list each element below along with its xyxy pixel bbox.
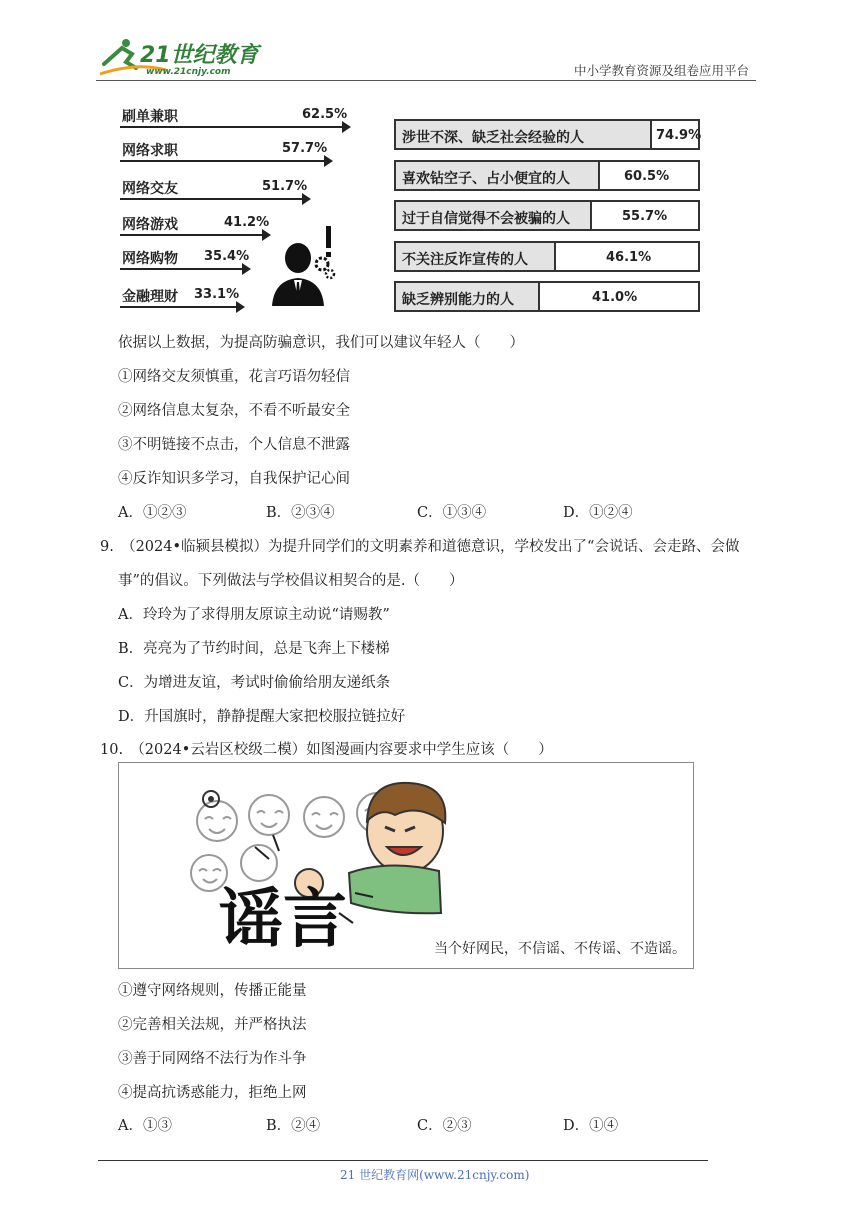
arrow-head-icon [324,155,333,167]
right-chart-label: 缺乏辨别能力的人 [402,292,514,308]
q10-option-b[interactable]: B．②④ [266,1118,321,1134]
left-chart-label: 网络交友 [122,181,178,197]
q10-option-a[interactable]: A．①③ [118,1118,172,1134]
logo-url: www.21cnjy.com [146,67,231,77]
arrow-head-icon [342,121,351,133]
header-divider [96,80,756,81]
left-chart-label: 网络游戏 [122,217,178,233]
q9-option-c[interactable]: C．为增进友谊，考试时偷偷给朋友递纸条 [118,675,391,691]
right-chart-label: 喜欢钻空子、占小便宜的人 [402,171,570,187]
q9-stem-line2: 事”的倡议。下列做法与学校倡议相契合的是.（ ） [118,573,464,589]
right-chart-row [394,119,700,150]
right-chart-value: 74.9% [656,128,702,143]
q9-option-b[interactable]: B．亮亮为了节约时间，总是飞奔上下楼梯 [118,641,390,657]
left-chart-value: 35.4% [204,249,250,264]
q9-stem-line1: 9. （2024•临颍县模拟）为提升同学们的文明素养和道德意识，学校发出了“会说话、会走路、会做 [100,539,740,555]
q10-stem: 10. （2024•云岩区校级二模）如图漫画内容要求中学生应该（ ） [100,742,553,758]
left-chart-arrow-line [120,306,238,308]
right-chart-value: 41.0% [592,290,638,305]
q8-stem: 依据以上数据，为提高防骗意识，我们可以建议年轻人（ ） [118,335,524,351]
q9-option-d[interactable]: D．升国旗时，静静提醒大家把校服拉链拉好 [118,709,406,725]
left-chart-label: 金融理财 [122,289,178,305]
right-chart-label: 不关注反诈宣传的人 [402,252,528,268]
right-chart-value: 46.1% [606,250,652,265]
left-chart-arrow-line [120,160,326,162]
q10-option-c[interactable]: C．②③ [417,1118,472,1134]
footer-divider [98,1160,708,1161]
right-chart-value: 60.5% [624,169,670,184]
left-chart-row [120,106,360,128]
q8-statement: ①网络交友须慎重，花言巧语勿轻信 [118,369,350,385]
logo-title: 21世纪教育 [140,43,259,68]
cartoon-caption: 当个好网民，不信谣、不传谣、不造谣。 [434,941,686,957]
q8-option-b[interactable]: B．②③④ [266,505,335,521]
arrow-head-icon [302,193,311,205]
left-chart-row [120,178,360,200]
left-chart-arrow-line [120,126,344,128]
q8-statement: ③不明链接不点击，个人信息不泄露 [118,437,350,453]
q10-statement: ①遵守网络规则，传播正能量 [118,983,307,999]
q8-option-d[interactable]: D．①②④ [563,505,633,521]
left-chart-value: 62.5% [302,107,348,122]
left-chart-value: 41.2% [224,215,270,230]
q9-option-a[interactable]: A．玲玲为了求得朋友原谅主动说“请赐教” [118,607,390,623]
arrow-head-icon [236,301,245,313]
right-chart-row [394,160,700,191]
right-chart-row [394,241,700,272]
left-chart-arrow-line [120,234,264,236]
q8-statement: ④反诈知识多学习，自我保护记心间 [118,471,350,487]
q10-statement: ②完善相关法规，并严格执法 [118,1017,307,1033]
businessman-icon [268,222,340,306]
q10-option-d[interactable]: D．①④ [563,1118,619,1134]
right-chart-row [394,281,700,312]
site-logo [96,34,266,78]
cartoon-rumor-word: 谣言 [219,883,347,957]
q10-statement: ④提高抗诱惑能力，拒绝上网 [118,1085,307,1101]
right-chart-label: 涉世不深、缺乏社会经验的人 [402,130,584,146]
left-chart-arrow-line [120,268,244,270]
left-chart-label: 刷单兼职 [122,109,178,125]
right-chart-value: 55.7% [622,209,668,224]
left-chart-arrow-line [120,198,304,200]
header-platform-text: 中小学教育资源及组卷应用平台 [574,63,750,78]
left-chart-value: 57.7% [282,141,328,156]
q8-option-c[interactable]: C．①③④ [417,505,487,521]
q10-statement: ③善于同网络不法行为作斗争 [118,1051,307,1067]
q8-option-a[interactable]: A．①②③ [118,505,187,521]
footer-site-link[interactable]: 21 世纪教育网(www.21cnjy.com) [340,1168,530,1182]
q8-statement: ②网络信息太复杂，不看不听最安全 [118,403,350,419]
right-chart-row [394,200,700,231]
right-chart-label: 过于自信觉得不会被骗的人 [402,211,570,227]
left-chart-label: 网络购物 [122,251,178,267]
left-chart-value: 51.7% [262,179,308,194]
left-chart-label: 网络求职 [122,143,178,159]
arrow-head-icon [242,263,251,275]
left-chart-value: 33.1% [194,287,240,302]
left-chart-row [120,140,360,162]
